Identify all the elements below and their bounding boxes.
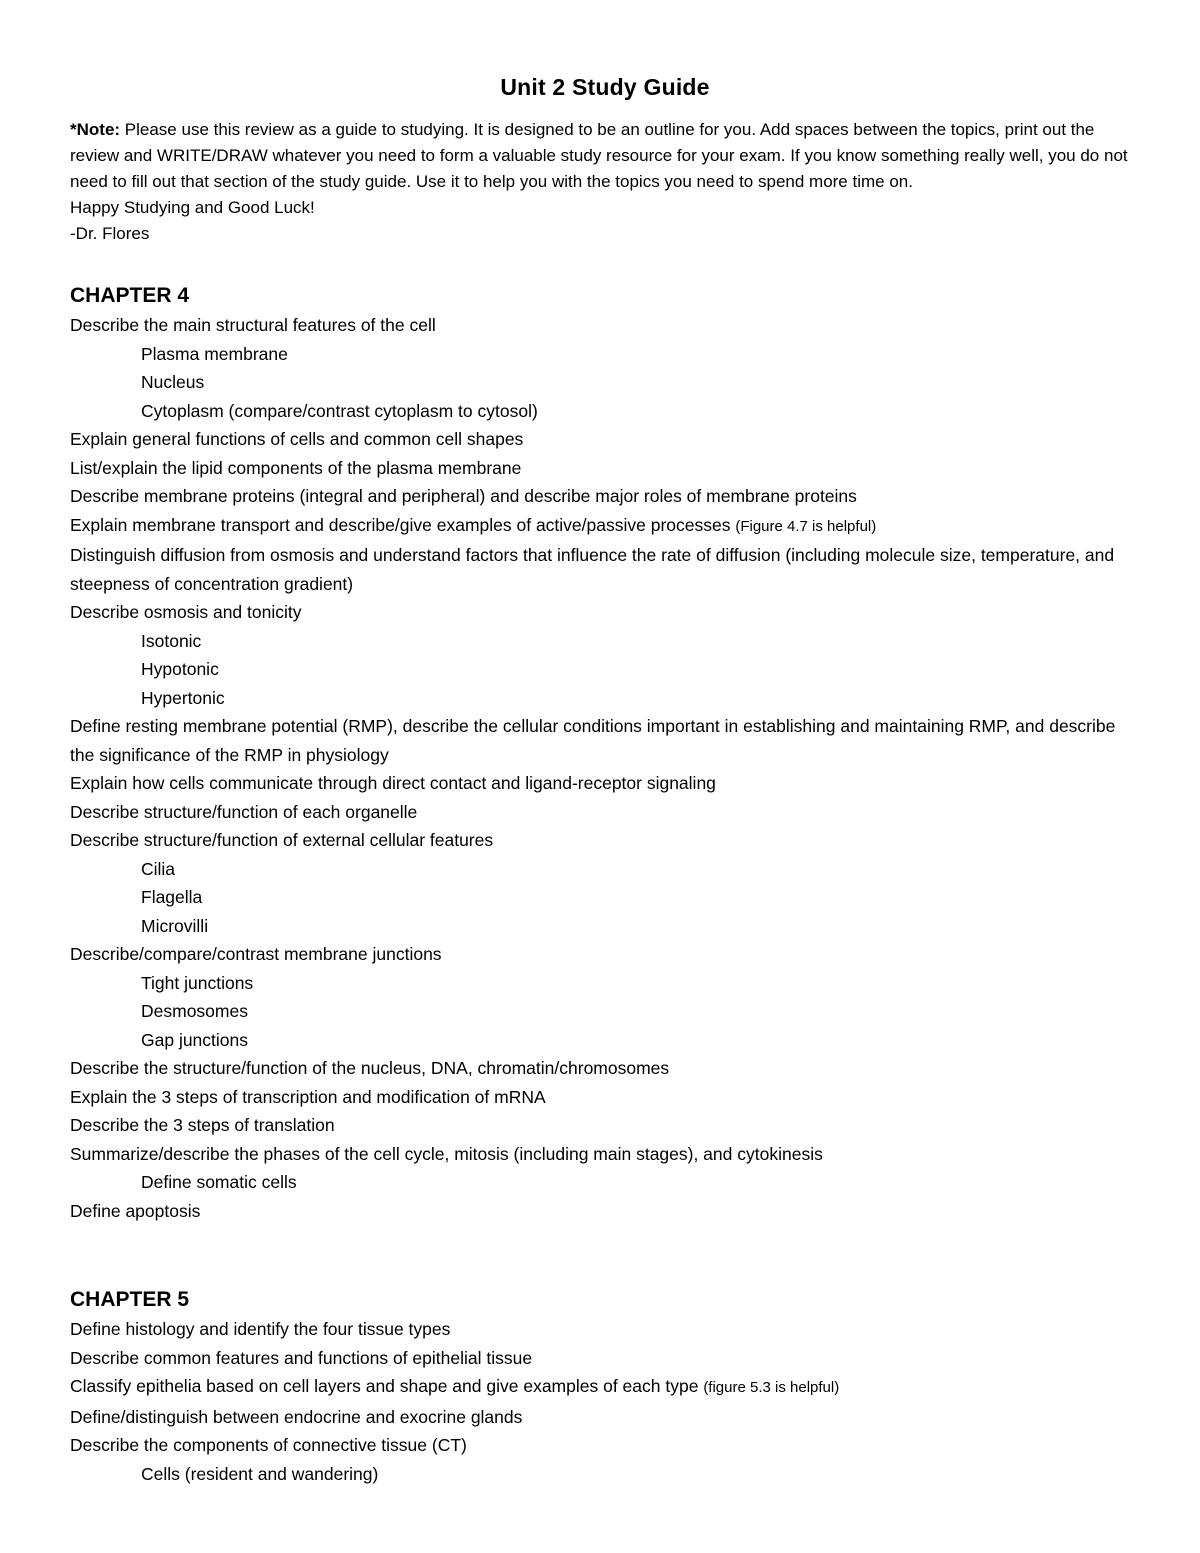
outline-subitem: Cells (resident and wandering)	[141, 1463, 379, 1484]
outline-subitem: Plasma membrane	[141, 343, 288, 364]
outline-subitem: Isotonic	[141, 630, 202, 651]
outline-item-text: Classify epithelia based on cell layers and shape and give examples of each type	[70, 1376, 704, 1396]
outline-subitem: Nucleus	[141, 372, 205, 392]
outline-item: Describe osmosis and tonicity	[70, 602, 302, 622]
outline-item: Describe structure/function of each organelle	[70, 801, 418, 822]
outline-item: Explain general functions of cells and common cell shapes	[70, 429, 524, 449]
outline-subitem: Desmosomes	[141, 1001, 248, 1021]
outline-item: Describe the main structural features of the cell	[70, 315, 436, 335]
outline-item: Define/distinguish between endocrine and exocrine glands	[70, 1406, 523, 1427]
outline-subitem: Microvilli	[141, 915, 209, 936]
outline-item: Summarize/describe the phases of the cell cycle, mitosis (including main stages), and cytokinesis	[70, 1143, 823, 1164]
note-closing: Happy Studying and Good Luck!	[70, 198, 315, 217]
outline-item: Distinguish diffusion from osmosis and understand factors that influence the rate of diffusion (including molecule size, temperature, and steepness of concentration gradient)	[70, 545, 1115, 594]
outline-subitem: Define somatic cells	[141, 1172, 297, 1192]
chapter-4-heading: CHAPTER 4	[70, 284, 190, 307]
outline-item	[70, 1372, 1140, 1403]
outline-subitem: Hypertonic	[141, 687, 225, 708]
outline-item: Describe/compare/contrast membrane junctions	[70, 944, 442, 964]
outline-item: Describe the 3 steps of translation	[70, 1115, 335, 1135]
figure-reference: (Figure 4.7 is helpful)	[735, 517, 877, 535]
note-block	[70, 117, 1140, 247]
study-guide-page	[70, 74, 1140, 1488]
outline-subitem: Cilia	[141, 858, 176, 879]
outline-item: Explain the 3 steps of transcription and modification of mRNA	[70, 1086, 546, 1107]
chapter-4-outline	[70, 311, 1140, 1225]
outline-item: Explain how cells communicate through direct contact and ligand-receptor signaling	[70, 773, 716, 793]
note-signature: -Dr. Flores	[70, 224, 150, 243]
outline-item: Describe common features and functions of epithelial tissue	[70, 1347, 533, 1368]
note-label: *Note:	[70, 120, 121, 139]
outline-item: Define apoptosis	[70, 1200, 201, 1221]
outline-subitem: Cytoplasm (compare/contrast cytoplasm to cytosol)	[141, 400, 538, 421]
outline-item: List/explain the lipid components of the plasma membrane	[70, 457, 522, 478]
note-paragraph	[70, 117, 1140, 195]
figure-reference: (figure 5.3 is helpful)	[703, 1379, 840, 1396]
document-title: Unit 2 Study Guide	[500, 74, 710, 100]
outline-item: Define histology and identify the four tissue types	[70, 1319, 451, 1339]
outline-item	[70, 511, 1140, 542]
outline-item: Describe the structure/function of the nucleus, DNA, chromatin/chromosomes	[70, 1058, 670, 1078]
outline-subitem: Flagella	[141, 887, 203, 907]
note-text: Please use this review as a guide to studying. It is designed to be an outline for you. Add spaces between the topics, print out the review and WRITE/DRAW whatever you need to form a valuable study resource for your exam. If you know something really well, you do not need to fill out that section of the study guide. Use it to help you with the topics you need to spend more time on.	[70, 120, 1128, 191]
outline-subitem: Gap junctions	[141, 1029, 249, 1050]
outline-item: Describe the components of connective tissue (CT)	[70, 1435, 467, 1455]
outline-item: Describe membrane proteins (integral and peripheral) and describe major roles of membrane proteins	[70, 486, 857, 506]
chapter-5-heading: CHAPTER 5	[70, 1288, 190, 1311]
outline-item-text: Explain membrane transport and describe/give examples of active/passive processes	[70, 514, 736, 535]
chapter-5-outline	[70, 1315, 1140, 1488]
outline-item: Describe structure/function of external cellular features	[70, 830, 494, 850]
outline-subitem: Tight junctions	[141, 972, 254, 993]
outline-item: Define resting membrane potential (RMP), describe the cellular conditions important in establishing and maintaining RMP, and describe the significance of the RMP in physiology	[70, 716, 1116, 765]
outline-subitem: Hypotonic	[141, 659, 219, 679]
